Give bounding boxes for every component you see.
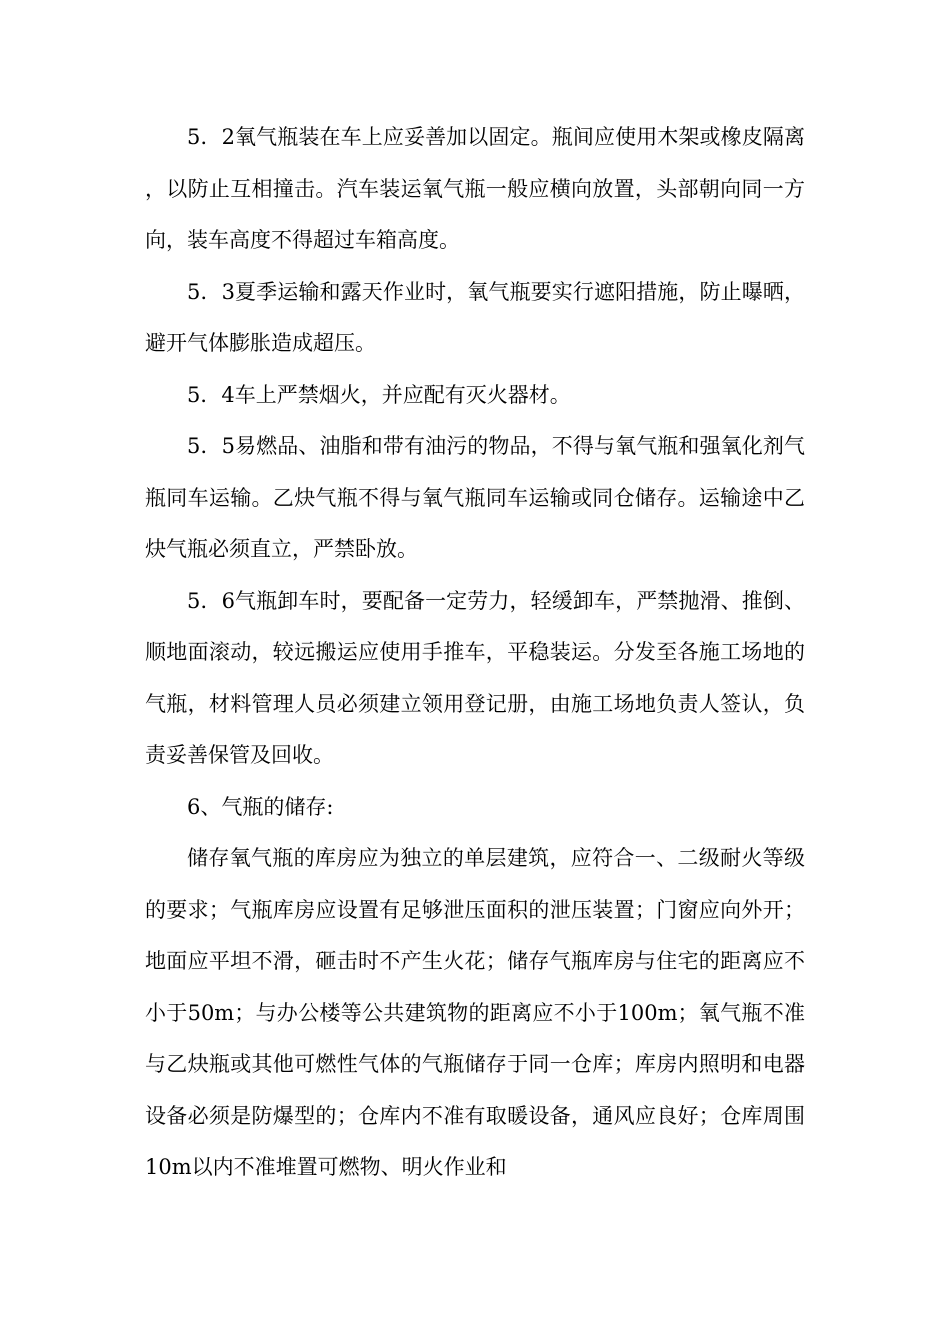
paragraph-5-5: 5．5易燃品、油脂和带有油污的物品，不得与氧气瓶和强氧化剂气瓶同车运输。乙炔气瓶不得与氧气瓶同车运输或同仓储存。运输途中乙炔气瓶必须直立，严禁卧放。 [145,434,805,561]
paragraph-storage: 储存氧气瓶的库房应为独立的单层建筑，应符合一、二级耐火等级的要求；气瓶库房应设置有足够泄压面积的泄压装置；门窗应向外开；地面应平坦不滑，砸击时不产生火花；储存气瓶库房与住宅的距离应不小于50m；与办公楼等公共建筑物的距离应不小于100m；氧气瓶不准与乙炔瓶或其他可燃性气体的气瓶储存于同一仓库；库房内照明和电器设备必须是防爆型的；仓库内不准有取暖设备，通风应良好；仓库周围10m以内不准堆置可燃物、明火作业和 [145,846,805,1179]
section-heading-6: 6、气瓶的储存: [187,794,334,819]
paragraph-5-6: 5．6气瓶卸车时，要配备一定劳力，轻缓卸车，严禁抛滑、推倒、顺地面滚动，较远搬运应使用手推车，平稳装运。分发至各施工场地的气瓶，材料管理人员必须建立领用登记册，由施工场地负责人签认，负责妥善保管及回收。 [145,588,805,767]
document-body [145,112,805,1194]
paragraph-5-4: 5．4车上严禁烟火，并应配有灭火器材。 [187,382,571,407]
paragraph-5-3: 5．3夏季运输和露天作业时，氧气瓶要实行遮阳措施，防止曝晒，避开气体膨胀造成超压。 [145,279,805,355]
paragraph-5-2: 5．2氧气瓶装在车上应妥善加以固定。瓶间应使用木架或橡皮隔离，以防止互相撞击。汽车装运氧气瓶一般应横向放置，头部朝向同一方向，装车高度不得超过车箱高度。 [145,125,805,252]
